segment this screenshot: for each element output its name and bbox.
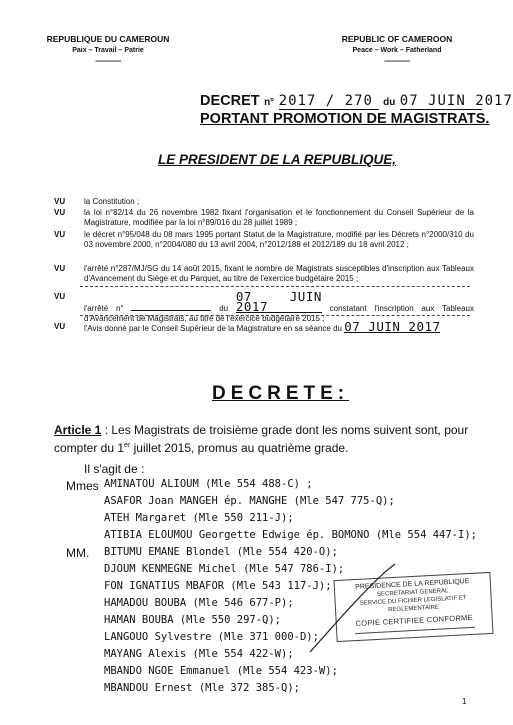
vu-text: l'arrêté n°287/MJ/SG du 14 août 2015, fixant le nombre de Magistrats susceptibles d'inscription aux Tableaux d'Avancement du Siège et du Parquet, au titre de l'exercice budgétaire 2015 ;: [84, 264, 474, 283]
country-en: REPUBLIC OF CAMEROON: [341, 34, 453, 44]
list-item: MBANDOU Ernest (Mle 372 385-Q);: [104, 682, 300, 694]
header-right: [322, 34, 472, 67]
list-item: HAMADOU BOUBA (Mle 546 677-P);: [104, 597, 294, 609]
vu-label: VU: [54, 322, 66, 331]
article-1-label: Article 1: [54, 423, 102, 437]
header-left-dashes: --------------: [95, 58, 121, 65]
list-item: ASAFOR Joan MANGEH ép. MANGHE (Mle 547 775-Q);: [104, 495, 395, 507]
article-1-sup: er: [124, 442, 131, 449]
decree-date-prefix: du: [383, 97, 396, 108]
vu-arrete-suffix: constatant l'inscription aux Tableaux d'Avancement de Magistrats, au titre de l'exercice budgétaire 2015 ;: [84, 304, 474, 323]
vu-arrete-287: [54, 264, 474, 284]
list-item: LANGOUO Sylvestre (Mle 371 000-D);: [104, 631, 319, 643]
separator: [80, 286, 470, 287]
decree-subject: PORTANT PROMOTION DE MAGISTRATS.: [200, 111, 490, 127]
list-item: DJOUM KENMEGNE Michel (Mle 547 786-I);: [104, 563, 345, 575]
vu-avis-text: l'Avis donné par le Conseil Supérieur de la Magistrature en sa séance du: [84, 324, 342, 333]
vu-constitution: [54, 197, 474, 207]
header-left: [38, 34, 178, 67]
il-sagit: Il s'agit de :: [84, 462, 145, 476]
list-item: BITUMU EMANE Blondel (Mle 554 420-O);: [104, 546, 338, 558]
stamp-line-4: COPIE CERTIFIEE CONFORME: [355, 612, 474, 629]
vu-label: VU: [54, 230, 66, 239]
country-fr: REPUBLIQUE DU CAMEROUN: [46, 34, 170, 44]
decree-label: DECRET: [200, 93, 260, 109]
vu-label: VU: [54, 208, 66, 217]
list-item: MAYANG Alexis (Mle 554 422-W);: [104, 648, 294, 660]
decrete-heading: DECRETE:: [212, 383, 350, 404]
vu-arrete-du: du: [219, 304, 229, 313]
list-item: MBANDO NGOE Emmanuel (Mle 554 423-W);: [104, 665, 338, 677]
stamp-line-2: SECRETARIAT GENERAL: [376, 588, 449, 598]
vu-loi: [54, 208, 474, 228]
motto-fr: Paix – Travail – Patrie: [72, 47, 144, 54]
list-item: FON IGNATIUS MBAFOR (Mle 543 117-J);: [104, 580, 332, 592]
article-1-text-a: : Les Magistrats de troisième grade dont les noms suivent sont, pour compter du 1: [54, 423, 469, 455]
separator: [80, 315, 470, 316]
vu-text: la loi n°82/14 du 26 novembre 1982 fixant l'organisation et le fonctionnement du Conseil Supérieur de la Magistrature, modifiée par la loi n°89/016 du 28 juillet 1989 ;: [84, 208, 474, 227]
vu-label: VU: [54, 292, 66, 301]
decree-number-prefix: n°: [264, 97, 275, 108]
list-item: ATIBIA ELOUMOU Georgette Edwige ép. BOMONO (Mle 554 447-I);: [104, 529, 477, 541]
vu-text: le décret n°95/048 du 08 mars 1995 portant Statut de la Magistrature, modifié par les Décrets n°2000/310 du 03 novembre 2000, n°2004/080 du 13 avril 2004, n°2012/188 et 2012/189 du 18 avril 2012 ;: [84, 230, 474, 249]
decree-number: 2017 / 270: [279, 93, 379, 110]
list-item: HAMAN BOUBA (Mle 550 297-Q);: [104, 614, 282, 626]
article-1: [54, 422, 474, 456]
page-number: 1: [462, 697, 467, 706]
motto-en: Peace – Work – Fatherland: [352, 47, 442, 54]
signature-stroke: [300, 560, 420, 660]
vu-avis: [54, 319, 474, 334]
vu-avis-date: 07 JUIN 2017: [344, 319, 441, 334]
vu-decret: [54, 230, 474, 250]
vu-text: la Constitution ;: [84, 197, 140, 206]
vu-arrete-number-blank: [131, 310, 211, 311]
mm-label: MM.: [66, 546, 90, 560]
vu-arrete-prefix: l'arrêté n°: [84, 304, 124, 313]
article-1-text-b: juillet 2015, promus au quatrième grade.: [130, 441, 349, 455]
mmes-label: Mmes: [66, 479, 99, 493]
header-right-dashes: --------------: [384, 58, 410, 65]
list-item: ATEH Margaret (Mle 550 211-J);: [104, 512, 294, 524]
decree-date: 07 JUIN 2017: [399, 93, 513, 109]
stamp-line-1: PRESIDENCE DE LA REPUBLIQUE: [355, 578, 470, 592]
vu-label: VU: [54, 264, 66, 273]
president-heading: LE PRESIDENT DE LA REPUBLIQUE,: [158, 152, 397, 167]
list-item: AMINATOU ALIOUM (Mle 554 488-C) ;: [104, 478, 313, 490]
vu-arrete-date: 07 JUIN 2017: [235, 289, 322, 314]
vu-label: VU: [54, 197, 66, 206]
decree-title: [200, 92, 513, 110]
stamp-line-3: SERVICE DU FICHIER LEGISLATIF ET REGLEMENTAIRE: [359, 595, 467, 614]
